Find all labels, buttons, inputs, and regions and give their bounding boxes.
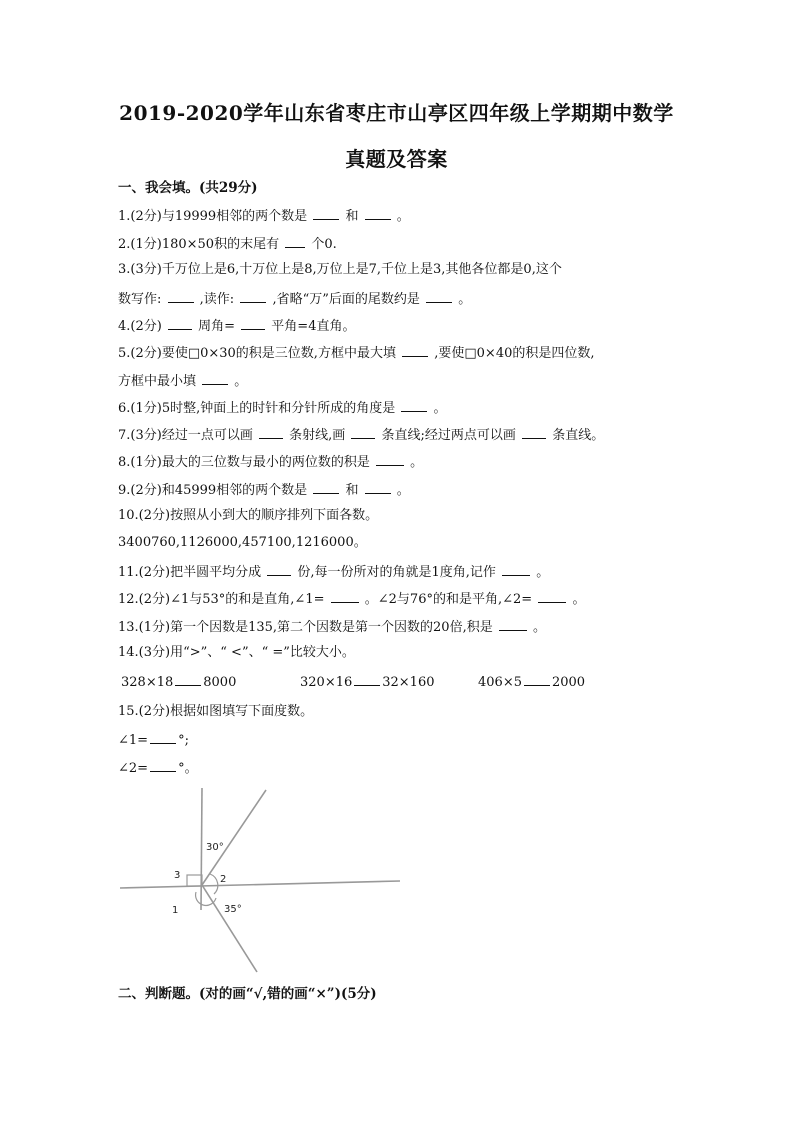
answer-blank[interactable]	[524, 673, 550, 686]
answer-blank[interactable]	[150, 731, 176, 744]
question-7: 7.(3分)经过一点可以画 条射线,画 条直线;经过两点可以画 条直线。	[118, 428, 605, 443]
answer-blank[interactable]	[313, 481, 339, 494]
horizontal-line	[120, 881, 400, 888]
answer-blank[interactable]	[365, 207, 391, 220]
right-angle-mark	[187, 875, 202, 886]
question-12: 12.(2分)∠1与53°的和是直角,∠1= 。∠2与76°的和是平角,∠2= 。	[118, 592, 586, 607]
question-5-line1: 5.(2分)要使□0×30的积是三位数,方框中最大填 ,要使□0×40的积是四位数,	[118, 346, 595, 361]
label-2: 2	[220, 874, 227, 885]
answer-blank[interactable]	[538, 590, 566, 603]
document-title-line1: 2019-2020学年山东省枣庄市山亭区四年级上学期期中数学	[119, 101, 674, 125]
answer-blank[interactable]	[313, 207, 339, 220]
angle-arc-lower	[196, 892, 216, 905]
question-10-line1: 10.(2分)按照从小到大的顺序排列下面各数。	[118, 508, 379, 523]
question-15-angle1: ∠1= °;	[118, 733, 189, 748]
question-13: 13.(1分)第一个因数是135,第二个因数是第一个因数的20倍,积是 。	[118, 620, 547, 635]
answer-blank[interactable]	[175, 673, 201, 686]
comparison-2: 320×16 32×160	[300, 675, 435, 690]
label-1: 1	[172, 905, 179, 916]
answer-blank[interactable]	[241, 317, 265, 330]
answer-blank[interactable]	[426, 290, 452, 303]
answer-blank[interactable]	[168, 290, 194, 303]
comparison-3: 406×5 2000	[478, 675, 586, 690]
diagonal-line	[202, 885, 257, 972]
label-30: 30°	[206, 842, 224, 853]
question-2: 2.(1分)180×50积的末尾有 个0.	[118, 237, 337, 252]
answer-blank[interactable]	[202, 372, 228, 385]
question-14: 14.(3分)用“>”、“ <”、“ =”比较大小。	[118, 645, 355, 660]
question-15-angle2: ∠2= °。	[118, 761, 198, 776]
answer-blank[interactable]	[267, 563, 291, 576]
question-5-line2: 方框中最小填 。	[118, 374, 248, 389]
answer-blank[interactable]	[150, 759, 176, 772]
question-8: 8.(1分)最大的三位数与最小的两位数的积是 。	[118, 455, 424, 470]
question-11: 11.(2分)把半圆平均分成 份,每一份所对的角就是1度角,记作 。	[118, 565, 550, 580]
answer-blank[interactable]	[365, 481, 391, 494]
question-9: 9.(2分)和45999相邻的两个数是 和 。	[118, 483, 410, 498]
document-title-line2: 真题及答案	[345, 147, 448, 171]
answer-blank[interactable]	[351, 426, 375, 439]
answer-blank[interactable]	[502, 563, 530, 576]
question-3-line2: 数写作: ,读作: ,省略“万”后面的尾数约是 。	[118, 292, 472, 307]
answer-blank[interactable]	[331, 590, 359, 603]
vertical-line	[201, 788, 202, 910]
question-15: 15.(2分)根据如图填写下面度数。	[118, 704, 314, 719]
question-3-line1: 3.(3分)千万位上是6,十万位上是8,万位上是7,千位上是3,其他各位都是0,这个	[118, 262, 562, 277]
answer-blank[interactable]	[168, 317, 192, 330]
answer-blank[interactable]	[499, 618, 527, 631]
section1-heading: 一、我会填。(共29分)	[118, 180, 258, 196]
question-1: 1.(2分)与19999相邻的两个数是 和 。	[118, 209, 410, 224]
angle-figure	[110, 782, 410, 977]
answer-blank[interactable]	[259, 426, 283, 439]
question-6: 6.(1分)5时整,钟面上的时针和分针所成的角度是 。	[118, 401, 447, 416]
answer-blank[interactable]	[285, 235, 305, 248]
angle-arc	[210, 874, 218, 894]
question-10-line2: 3400760,1126000,457100,1216000。	[118, 535, 367, 550]
ray-30	[202, 790, 266, 885]
section2-heading: 二、判断题。(对的画“√,错的画“×”)(5分)	[118, 986, 377, 1002]
label-3: 3	[174, 870, 181, 881]
answer-blank[interactable]	[376, 453, 404, 466]
answer-blank[interactable]	[354, 673, 380, 686]
question-4: 4.(2分) 周角= 平角=4直角。	[118, 319, 356, 334]
answer-blank[interactable]	[522, 426, 546, 439]
answer-blank[interactable]	[402, 344, 428, 357]
answer-blank[interactable]	[240, 290, 266, 303]
comparison-1: 328×18 8000	[121, 675, 237, 690]
answer-blank[interactable]	[401, 399, 427, 412]
label-35: 35°	[224, 904, 242, 915]
